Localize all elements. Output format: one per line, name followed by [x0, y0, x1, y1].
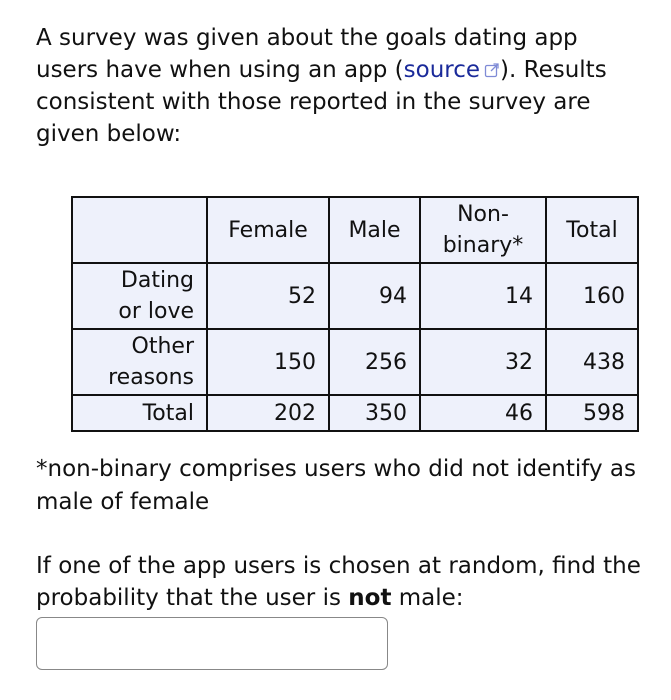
header-male: Male	[329, 197, 420, 263]
table-cell: 46	[420, 395, 546, 431]
intro-text-after: ). Results consistent with those reported in the survey are given below:	[36, 57, 607, 147]
table-cell: 94	[329, 263, 420, 329]
table-header-row	[72, 197, 638, 263]
row-label-dating	[72, 263, 207, 329]
row-label-dating-text: Dating or love	[118, 268, 194, 324]
table-cell: 14	[420, 263, 546, 329]
header-total: Total	[546, 197, 638, 263]
table-cell: 202	[207, 395, 329, 431]
source-link[interactable]	[404, 57, 500, 83]
intro-paragraph	[36, 22, 646, 150]
answer-input[interactable]	[36, 617, 388, 670]
table-row-total	[72, 395, 638, 431]
header-non-binary-label: Non-binary*	[442, 202, 524, 258]
header-empty-cell	[72, 197, 207, 263]
header-non-binary	[420, 197, 546, 263]
table-cell: 438	[546, 329, 638, 395]
row-label-other	[72, 329, 207, 395]
table-cell: 350	[329, 395, 420, 431]
survey-table	[71, 196, 639, 432]
table-cell: 52	[207, 263, 329, 329]
table-cell: 32	[420, 329, 546, 395]
table-row	[72, 329, 638, 395]
header-female: Female	[207, 197, 329, 263]
source-link-text: source	[403, 57, 481, 83]
row-label-other-text: Other reasons	[108, 334, 194, 390]
table-row	[72, 263, 638, 329]
question-text	[36, 550, 656, 614]
question-text-after: male:	[391, 585, 464, 611]
question-text-before: If one of the app users is chosen at random, find the probability that the user is	[36, 553, 641, 611]
external-link-icon	[484, 62, 500, 78]
table-cell: 256	[329, 329, 420, 395]
row-label-total: Total	[72, 395, 207, 431]
table-cell: 150	[207, 329, 329, 395]
footnote: *non-binary comprises users who did not identify as male of female	[36, 456, 636, 515]
table-cell: 598	[546, 395, 638, 431]
question-emphasis: not	[348, 585, 392, 611]
intro-text-before: A survey was given about the goals dating app users have when using an app (	[36, 25, 578, 83]
table-cell: 160	[546, 263, 638, 329]
